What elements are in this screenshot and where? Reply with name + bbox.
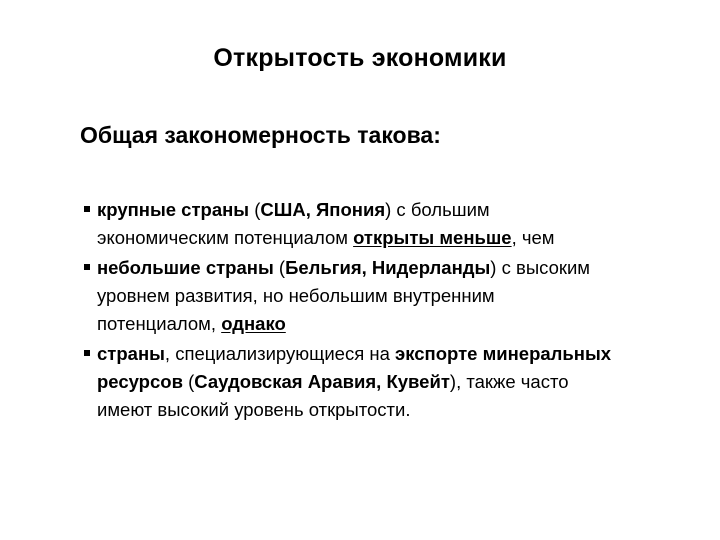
text-run: ) с высоким xyxy=(490,257,591,278)
slide-title: Открытость экономики xyxy=(213,44,507,72)
text-run: страны xyxy=(97,343,165,364)
square-bullet-icon xyxy=(84,206,90,212)
text-run: США, Япония xyxy=(260,199,386,220)
text-run: однако xyxy=(221,313,286,334)
bullet-list xyxy=(84,196,694,426)
text-run: крупные страны xyxy=(97,199,250,220)
text-run: открыты меньше xyxy=(353,227,512,248)
text-run: ( xyxy=(273,257,286,278)
bullet-item xyxy=(84,196,694,252)
bullet-line xyxy=(97,196,694,224)
text-run: ) с большим xyxy=(385,199,490,220)
bullet-line xyxy=(97,396,694,424)
bullet-line xyxy=(97,282,694,310)
text-run: Саудовская Аравия, Кувейт xyxy=(194,371,450,392)
text-run: экспорте минеральных xyxy=(395,343,612,364)
text-run: уровнем развития, но небольшим внутренним xyxy=(97,285,495,306)
text-run: , специализирующиеся на xyxy=(164,343,396,364)
bullet-item xyxy=(84,340,694,424)
square-bullet-icon xyxy=(84,350,90,356)
text-run: потенциалом, xyxy=(97,313,222,334)
bullet-line xyxy=(97,224,694,252)
text-run: ), также часто xyxy=(449,371,569,392)
text-run: ресурсов xyxy=(97,371,183,392)
text-run: Бельгия, Нидерланды xyxy=(285,257,491,278)
text-run: ( xyxy=(249,199,261,220)
text-run: имеют высокий уровень открытости. xyxy=(97,399,411,420)
bullet-item xyxy=(84,254,694,338)
text-run: , чем xyxy=(511,227,555,248)
bullet-line xyxy=(97,368,694,396)
bullet-line xyxy=(97,310,694,338)
text-run: экономическим потенциалом xyxy=(97,227,354,248)
text-run: небольшие страны xyxy=(97,257,274,278)
slide-subtitle: Общая закономерность такова: xyxy=(80,122,441,148)
bullet-line xyxy=(97,254,694,282)
square-bullet-icon xyxy=(84,264,90,270)
bullet-line xyxy=(97,340,694,368)
text-run: ( xyxy=(182,371,195,392)
